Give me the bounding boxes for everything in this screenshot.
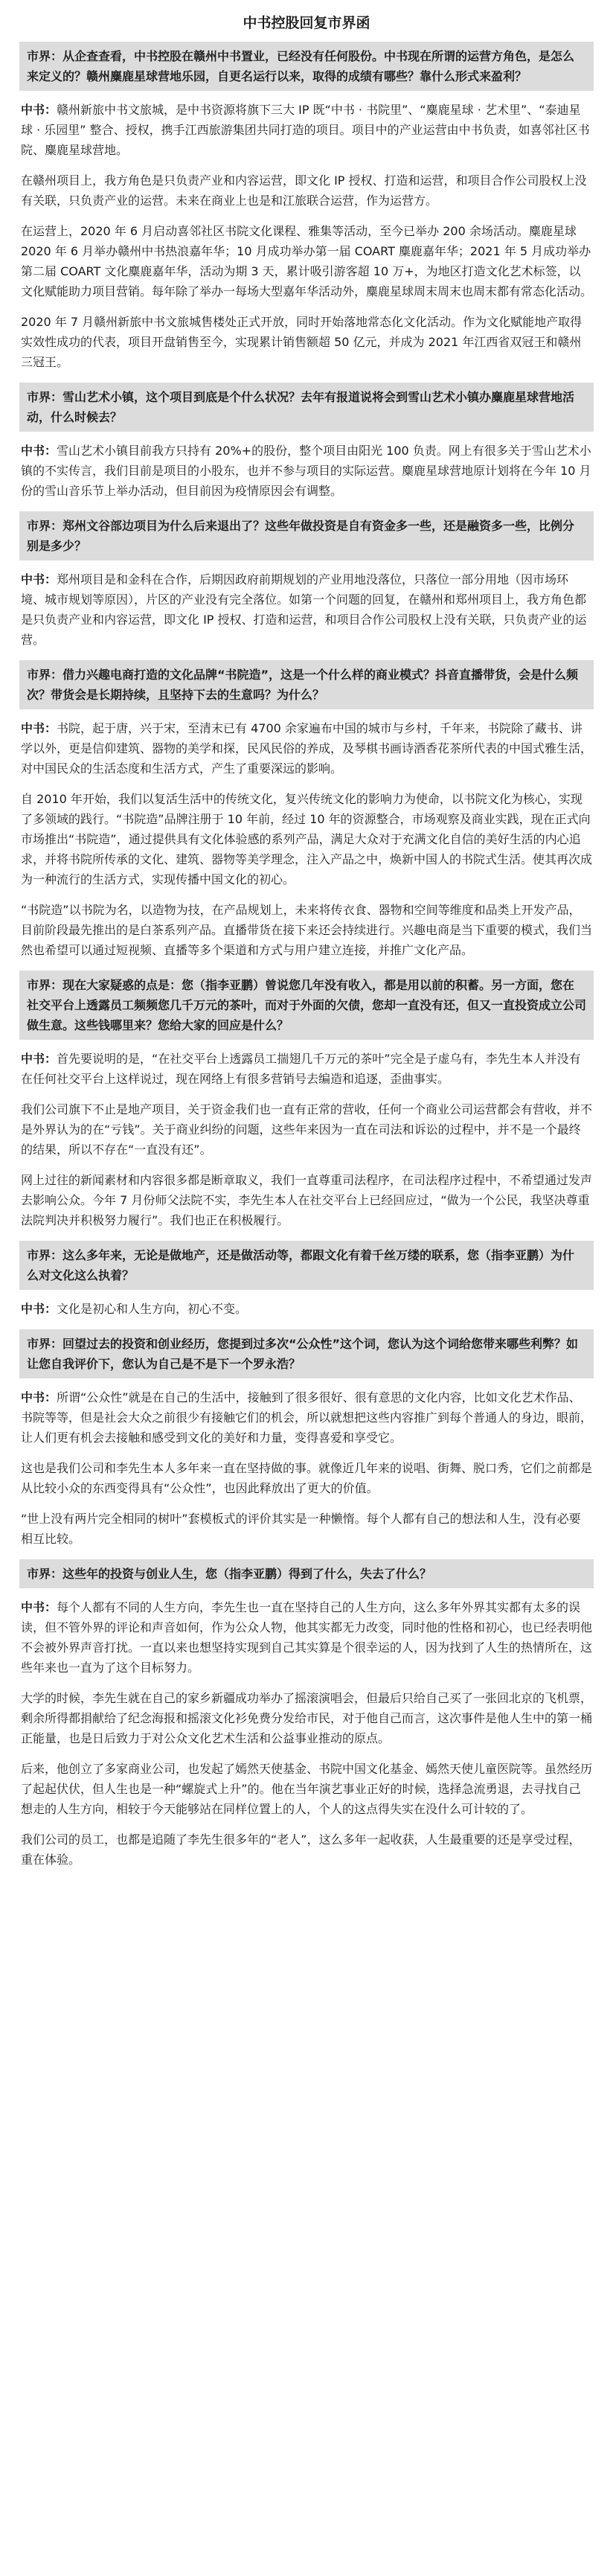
- answer-text: 所谓“公众性”就是在自己的生活中，接触到了很多很好、很有意思的文化内容，比如文化艺术作品、书院等等，但是社会大众之前很少有接触它们的机会，所以就想把这些内容推广到每个普通人的身边，眼前，让人们更有机会去接触和感受到文化的美好和力量，变得喜爱和享受它。: [21, 1390, 593, 1445]
- answer-paragraph: [19, 1509, 594, 1549]
- answer-paragraph: [19, 221, 594, 301]
- question-block: [19, 383, 594, 432]
- speaker-label: 中书：: [21, 1600, 57, 1614]
- answer-paragraph: [19, 1688, 594, 1748]
- page-title: 中书控股回复市界函: [243, 15, 370, 31]
- answer-paragraph: [19, 718, 594, 779]
- speaker-label: 市界：: [27, 978, 63, 992]
- question-block: [19, 42, 594, 91]
- question-text: 郑州文谷部边项目为什么后来退出了？这些年做投资是自有资金多一些，还是融资多一些，比例分别是多少？: [27, 519, 575, 553]
- question-text: 雪山艺术小镇，这个项目到底是个什么状况？去年有报道说将会到雪山艺术小镇办麋鹿星球营地活动，什么时候去？: [27, 390, 575, 424]
- answer-text: 2020 年 7 月赣州新旅中书文旅城售楼处正式开放，同时开始落地常态化文化活动。作为文化赋能地产取得实效性成功的代表，项目开盘销售至今，实现累计销售额超 50 亿元，并成为 2021 年江西省双冠王和赣州三冠王。: [21, 315, 582, 369]
- question-block: [19, 511, 594, 560]
- answer-text: 每个人都有不同的人生方向，李先生也一直在坚持自己的人生方向，这么多年外界其实都有太多的误读，但不管外界的评论和声音如何，作为公众人物，他其实都无力改变，同时他的性格和初心，也已经表明他不会被外界声音打扰。一直以来也想坚持实现到自己其实算是个很幸运的人，因为找到了人生的热情所在，这些年来也一直为了这个目标努力。: [21, 1600, 593, 1675]
- question-text: 现在大家疑惑的点是：您（指李亚鹏）曾说您几年没有收入，都是用以前的积蓄。另一方面，您在社交平台上透露员工频频您几千万元的茶叶，而对于外面的欠债，您却一直没有还，但又一直投资成立公司做生意。这些钱哪里来？您给大家的回应是什么？: [27, 978, 587, 1032]
- answer-paragraph: [19, 100, 594, 160]
- answer-text: 文化是初心和人生方向，初心不变。: [57, 1302, 248, 1316]
- answer-text: 网上过往的新闻素材和内容很多都是断章取义，我们一直尊重司法程序，在司法程序过程中，不希望通过发声去影响公众。今年 7 月份师父法院不实，李先生本人在社交平台上已经回应过，“做为一个公民，我坚决尊重法院判决并积极努力履行”。我们也正在积极履行。: [21, 1173, 593, 1227]
- answer-text: “书院造”以书院为名，以造物为技，在产品规划上，未来将传衣食、器物和空间等维度和品类上开发产品，目前阶段最先推出的是白茶系列产品。直播带货在接下来还会持续进行。兴趣电商是当下重要的模式，我们当然也希望可以通过短视频、直播等多个渠道和方式与用户建立连接，并推广文化产品。: [21, 903, 593, 957]
- speaker-label: 市界：: [27, 49, 63, 63]
- question-block: [19, 1329, 594, 1378]
- answer-paragraph: [19, 312, 594, 372]
- answer-text: 在赣州项目上，我方角色是只负责产业和内容运营，即文化 IP 授权、打造和运营，和项目合作公司股权上没有关联，只负责产业的运营。未来在商业上也是和江旅联合运营，作为运营方。: [21, 173, 587, 208]
- answer-text: 在运营上，2020 年 6 月启动喜邻社区书院文化课程、雅集等活动，至今已举办 200 余场活动。麋鹿星球 2020 年 6 月举办赣州中书热浪嘉年华；10 月成功举办第一届 COART 麋鹿嘉年华；2021 年 5 月成功举办第二届 COART 文化麋鹿嘉年华，活动为期 3 天，累计吸引游客超 10 万+，为地区打造文化艺术标签，以文化赋能助力项目营销。每年除了举办一每场大型嘉年华活动外，麋鹿星球周末周末也周末都有常态化活动。: [21, 224, 593, 298]
- answer-text: 这也是我们公司和李先生本人多年来一直在坚持做的事。就像近几年来的说唱、街舞、脱口秀，它们之前都是从比较小众的东西变得具有“公众性”，也因此释放出了更大的价值。: [21, 1461, 593, 1495]
- speaker-label: 市界：: [27, 1248, 63, 1262]
- speaker-label: 中书：: [21, 444, 57, 458]
- answer-paragraph: [19, 569, 594, 650]
- answer-text: 雪山艺术小镇目前我方只持有 20%+的股份，整个项目由阳光 100 负责。网上有很多关于雪山艺术小镇的不实传言，我们目前是项目的小股东，也并不参与项目的实际运营。麋鹿星球营地原计划将在今年 10 月份的雪山音乐节上举办活动，但目前因为疫情原因会有调整。: [21, 444, 591, 498]
- question-text: 借力兴趣电商打造的文化品牌“书院造”，这是一个什么样的商业模式？抖音直播带货，会是什么频次？带货会是长期持续，且坚持下去的生意吗？为什么？: [27, 668, 579, 702]
- question-block: [19, 1559, 594, 1588]
- qa-list: [19, 42, 594, 1870]
- question-text: 从企查查看，中书控股在赣州中书置业，已经没有任何股份。中书现在所谓的运营方角色，是怎么来定义的？赣州麋鹿星球营地乐园，自更名运行以来，取得的成绩有哪些？靠什么形式来盈利？: [27, 49, 575, 83]
- speaker-label: 市界：: [27, 1567, 63, 1581]
- speaker-label: 中书：: [21, 103, 57, 117]
- answer-paragraph: [19, 1170, 594, 1230]
- answer-paragraph: [19, 1387, 594, 1448]
- answer-text: 自 2010 年开始，我们以复活生活中的传统文化，复兴传统文化的影响力为使命，以书院文化为核心，实现了多领域的践行。“书院造”品牌注册于 10 年前，经过 10 年的资源整合，市场观察及商业实践，现在正式向市场推出“书院造”，通过提供具有文化体验感的系列产品，满足大众对于充满文化自信的美好生活的内心追求，并将书院所传承的文化、建筑、器物等美学理念，注入产品之中，焕新中国人的书院式生活。使其再次成为一种流行的生活方式，实现传播中国文化的初心。: [21, 792, 593, 886]
- speaker-label: 市界：: [27, 519, 63, 533]
- answer-paragraph: [19, 1049, 594, 1089]
- answer-text: 赣州新旅中书文旅城，是中书资源将旗下三大 IP 既“中书 · 书院里”、“麋鹿星球 · 艺术里”、“泰迪星球 · 乐园里” 整合、授权，携手江西旅游集团共同打造的项目。项目中的产业运营由中书负责，如喜邻社区书院、麋鹿星球营地。: [21, 103, 590, 157]
- answer-text: 书院，起于唐，兴于宋，至清末已有 4700 余家遍布中国的城市与乡村，千年来，书院除了藏书、讲学以外，更是信仰建筑、器物的美学和探，民风民俗的养成，及琴棋书画诗酒香花茶所代表的中国式雅生活，对中国民众的生活态度和生活方式，产生了重要深远的影响。: [21, 721, 593, 776]
- answer-text: 郑州项目是和金科在合作，后期因政府前期规划的产业用地没落位，只落位一部分用地（因市场环境、城市规划等原因），片区的产业没有完全落位。如第一个问题的回复，在赣州和郑州项目上，我方角色都是只负责产业和内容运营，即文化 IP 授权、打造和运营，和项目合作公司股权上没有关联，只负责产业的运营。: [21, 572, 587, 647]
- answer-text: “世上没有两片完全相同的树叶”套模板式的评价其实是一种懒惰。每个人都有自己的想法和人生，没有必要相互比较。: [21, 1512, 581, 1546]
- speaker-label: 市界：: [27, 668, 63, 682]
- answer-text: 大学的时候，李先生就在自己的家乡新疆成功举办了摇滚演唱会，但最后只给自己买了一张回北京的飞机票，剩余所得都捐献给了纪念海报和摇滚文化衫免费分发给市民，对于他自己而言，这次事件是他人生中的第一桶正能量，也是日后致力于对公众文化艺术生活和公益事业推动的原点。: [21, 1691, 593, 1745]
- answer-paragraph: [19, 1458, 594, 1498]
- answer-paragraph: [19, 1829, 594, 1870]
- question-block: [19, 971, 594, 1040]
- speaker-label: 市界：: [27, 390, 63, 404]
- question-block: [19, 1241, 594, 1290]
- answer-text: 首先要说明的是，“在社交平台上透露员工揣翅几千万元的茶叶”完全是子虚乌有，李先生本人并没有在任何社交平台上这样说过，现在网络上有很多营销号去编造和追逐，歪曲事实。: [21, 1052, 581, 1086]
- answer-text: 我们公司旗下不止是地产项目，关于资金我们也一直有正常的营收，任何一个商业公司运营都会有营收，并不是外界认为的在“亏钱”。关于商业纠纷的问题，这些年来因为一直在司法和诉讼的过程中，并不是一个最终的结果，所以不存在“一直没有还”。: [21, 1102, 593, 1157]
- speaker-label: 中书：: [21, 1390, 57, 1404]
- speaker-label: 市界：: [27, 1337, 63, 1351]
- question-text: 这些年的投资与创业人生，您（指李亚鹏）得到了什么，失去了什么？: [62, 1567, 432, 1581]
- answer-paragraph: [19, 1597, 594, 1678]
- speaker-label: 中书：: [21, 1052, 57, 1066]
- answer-paragraph: [19, 441, 594, 501]
- speaker-label: 中书：: [21, 572, 57, 587]
- question-text: 回望过去的投资和创业经历，您提到过多次“公众性”这个词，您认为这个词给您带来哪些利弊？如让您自我评价下，您认为自己是不是下一个罗永浩？: [27, 1337, 579, 1371]
- answer-text: 我们公司的员工，也都是追随了李先生很多年的“老人”，这么多年一起收获，人生最重要的还是享受过程，重在体验。: [21, 1832, 581, 1867]
- answer-paragraph: [19, 1759, 594, 1819]
- speaker-label: 中书：: [21, 1302, 57, 1316]
- answer-paragraph: [19, 789, 594, 889]
- question-block: [19, 660, 594, 709]
- speaker-label: 中书：: [21, 721, 57, 735]
- answer-text: 后来，他创立了多家商业公司，也发起了嫣然天使基金、书院中国文化基金、嫣然天使儿童医院等。虽然经历了起起伏伏，但人生也是一种“螺旋式上升”的。他在当年演艺事业正好的时候，选择急流勇退，去寻找自己想走的人生方向，相较于今天能够站在同样位置上的人，个人的这点得失实在没什么可计较的了。: [21, 1762, 593, 1816]
- answer-paragraph: [19, 900, 594, 960]
- question-text: 这么多年来，无论是做地产，还是做活动等，都跟文化有着千丝万缕的联系，您（指李亚鹏）为什么对文化这么执着？: [27, 1248, 575, 1282]
- answer-paragraph: [19, 1099, 594, 1160]
- answer-paragraph: [19, 170, 594, 211]
- answer-paragraph: [19, 1299, 594, 1319]
